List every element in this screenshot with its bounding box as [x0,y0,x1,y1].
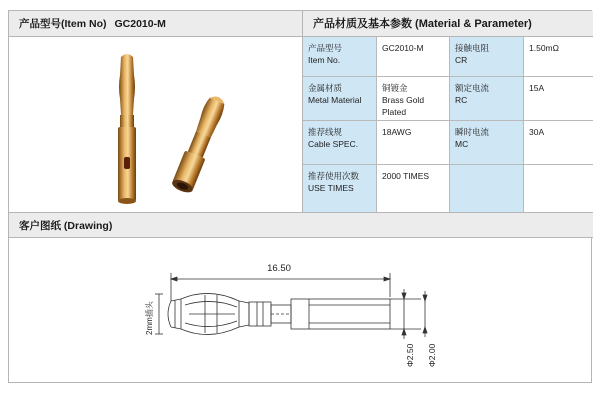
item-model: GC2010-M [114,18,166,30]
param-label-cable: 推荐线规 Cable SPEC. [303,121,377,165]
drawing-header: 客户图纸 (Drawing) [9,212,593,238]
param-label-rc: 额定电流 RC [450,77,524,121]
param-value-rc: 15A [524,77,593,121]
item-label: 产品型号(Item No) [19,18,107,30]
plug-drawing-svg [9,239,593,384]
param-value-empty [524,165,593,212]
param-label-item: 产品型号 Item No. [303,37,377,77]
parameter-table [303,37,593,212]
item-header [9,11,303,37]
param-value-cable: 18AWG [377,121,450,165]
param-value-cr: 1.50mΩ [524,37,593,77]
diameter-2-50: Φ2.50 [405,343,415,367]
param-label-mc: 瞬时电流 MC [450,121,524,165]
product-photo [9,37,303,212]
param-value-mc: 30A [524,121,593,165]
param-label-empty [450,165,524,212]
plug-vertical [118,54,136,204]
param-label-use-times: 推荐使用次数 USE TIMES [303,165,377,212]
param-label-material: 金属材质 Metal Material [303,77,377,121]
param-label-cr: 接触电阻 CR [450,37,524,77]
diameter-2-00: Φ2.00 [427,343,437,367]
length-dimension: 16.50 [267,263,291,274]
head-label: 2mm插头 [145,301,154,335]
param-value-item: GC2010-M [377,37,450,77]
param-value-use-times: 2000 TIMES [377,165,450,212]
plug-angled [170,93,228,195]
technical-drawing [9,239,593,384]
banana-plug-image [9,37,302,212]
material-header: 产品材质及基本参数 (Material & Parameter) [303,11,593,37]
spec-sheet [8,10,592,383]
param-value-material: 铜镀金 Brass Gold Plated [377,77,450,121]
